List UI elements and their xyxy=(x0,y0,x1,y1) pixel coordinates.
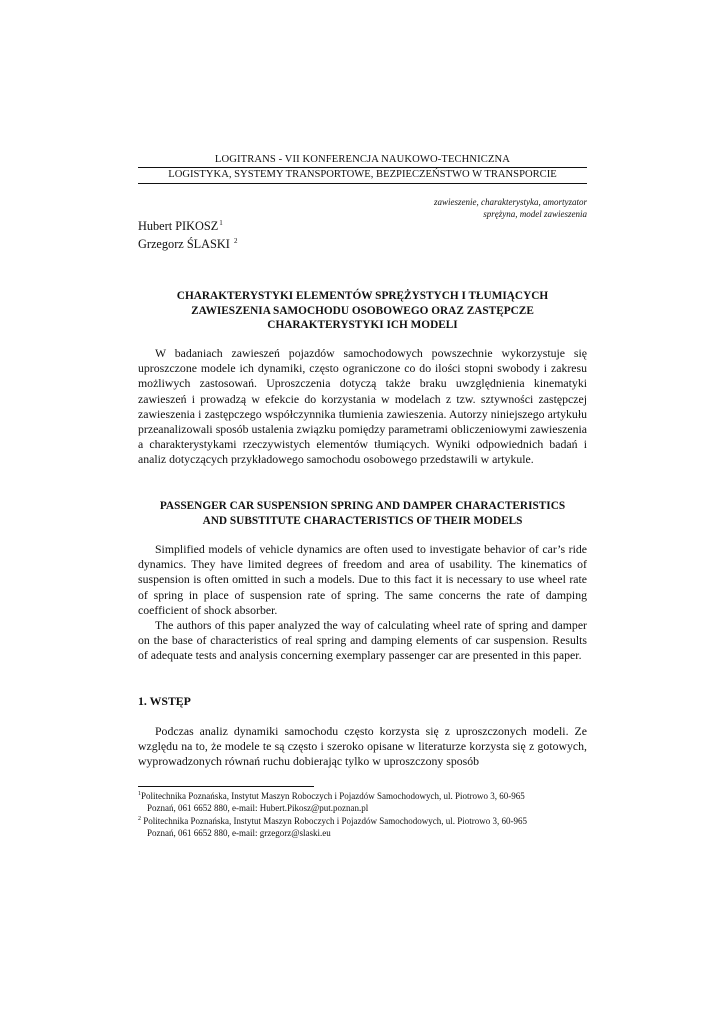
footnote-continuation: Poznań, 061 6652 880, e-mail: grzegorz@slaski.eu xyxy=(147,827,331,838)
section-body xyxy=(138,724,587,770)
author-list xyxy=(138,216,587,252)
conference-header: LOGITRANS - VII KONFERENCJA NAUKOWO-TECHNICZNA xyxy=(214,154,511,165)
title-english xyxy=(138,499,587,528)
title-line: AND SUBSTITUTE CHARACTERISTICS OF THEIR MODELS xyxy=(202,514,523,527)
abstract-english xyxy=(138,542,587,664)
abstract-paragraph: Simplified models of vehicle dynamics are often used to investigate behavior of car’s ride dynamics. They have limited degrees of freedom and area of usability. The kinematics of suspension is often omitted in such a models. Due to this fact it is necessary to use wheel rate of spring in place of suspension rate of spring. The same concerns the rate of damping coefficient of shock absorber. xyxy=(138,542,587,617)
section-heading: 1. WSTĘP xyxy=(138,694,191,708)
conference-topic: LOGISTYKA, SYSTEMY TRANSPORTOWE, BEZPIECZEŃSTWO W TRANSPORCIE xyxy=(168,169,557,180)
author-name: Hubert PIKOSZ xyxy=(138,219,219,233)
author xyxy=(138,234,587,252)
footnote xyxy=(138,789,587,803)
abstract-paragraph: The authors of this paper analyzed the way of calculating wheel rate of spring and damper on the base of characteristics of real spring and damping elements of car suspension. Results of adequate tests and analysis concerning exemplary passenger car are presented in this paper. xyxy=(138,618,587,663)
author-mark: 2 xyxy=(233,237,238,245)
title-line: CHARAKTERYSTYKI ELEMENTÓW SPRĘŻYSTYCH I TŁUMIĄCYCH xyxy=(176,290,549,302)
footnotes xyxy=(138,789,587,839)
footnote-mark: 1 xyxy=(138,791,141,797)
author-mark: 1 xyxy=(219,219,223,227)
abstract-polish xyxy=(138,346,587,468)
keywords-line: sprężyna, model zawieszenia xyxy=(483,209,587,219)
abstract-paragraph: W badaniach zawieszeń pojazdów samochodowych powszechnie wykorzystuje się uproszczone modele ich dynamiki, często ograniczone co do ilości stopni swobody i zakresu możliwych zastosowań. Uproszczenia dotyczą także braku uwzględnienia kinematyki zawieszeń i prowadzą w efekcie do korzystania w modelach z tzw. sztywności zastępczej zawieszenia i zastępczego współczynnika tłumienia zawieszenia. Autorzy niniejszego artykułu przeanalizowali sposób ustalenia związku pomiędzy parametrami obliczeniowymi zawieszenia a charakterystykami rzeczywistych elementów tłumiących. Wyniki odpowiednich badań i analiz dotyczących przykładowego samochodu osobowego przedstawili w artykule. xyxy=(138,346,587,467)
footnote xyxy=(138,814,587,828)
keywords-line: zawieszenie, charakterystyka, amortyzator xyxy=(434,197,587,207)
footnote-mark: 2 xyxy=(138,816,141,823)
title-polish xyxy=(138,289,587,333)
footnote-text: Politechnika Poznańska, Instytut Maszyn Roboczych i Pojazdów Samochodowych, ul. Piotrowo 3, 60-965 xyxy=(141,791,525,801)
author-name: Grzegorz ŚLASKI xyxy=(138,237,230,251)
footnote-continuation: Poznań, 061 6652 880, e-mail: Hubert.Pikosz@put.poznan.pl xyxy=(147,802,369,813)
header-rule xyxy=(138,167,587,168)
title-line: ZAWIESZENIA SAMOCHODU OSOBOWEGO ORAZ ZASTĘPCZE xyxy=(191,304,534,317)
title-line: CHARAKTERYSTYKI ICH MODELI xyxy=(267,319,458,331)
title-line: PASSENGER CAR SUSPENSION SPRING AND DAMPER CHARACTERISTICS xyxy=(159,500,566,512)
author xyxy=(138,216,587,234)
footnote-rule xyxy=(138,786,314,787)
body-paragraph: Podczas analiz dynamiki samochodu często korzysta się z uproszczonych modeli. Ze względu na to, że modele te są często i szeroko opisane w literaturze korzysta się z gotowych, wyprowadzonych równań ruchu dobierając tylko w uproszczony sposób xyxy=(138,724,587,769)
footnote-text: Politechnika Poznańska, Instytut Maszyn Roboczych i Pojazdów Samochodowych, ul. Piotrowo 3, 60-965 xyxy=(141,816,527,827)
header-rule-bottom xyxy=(138,183,587,184)
